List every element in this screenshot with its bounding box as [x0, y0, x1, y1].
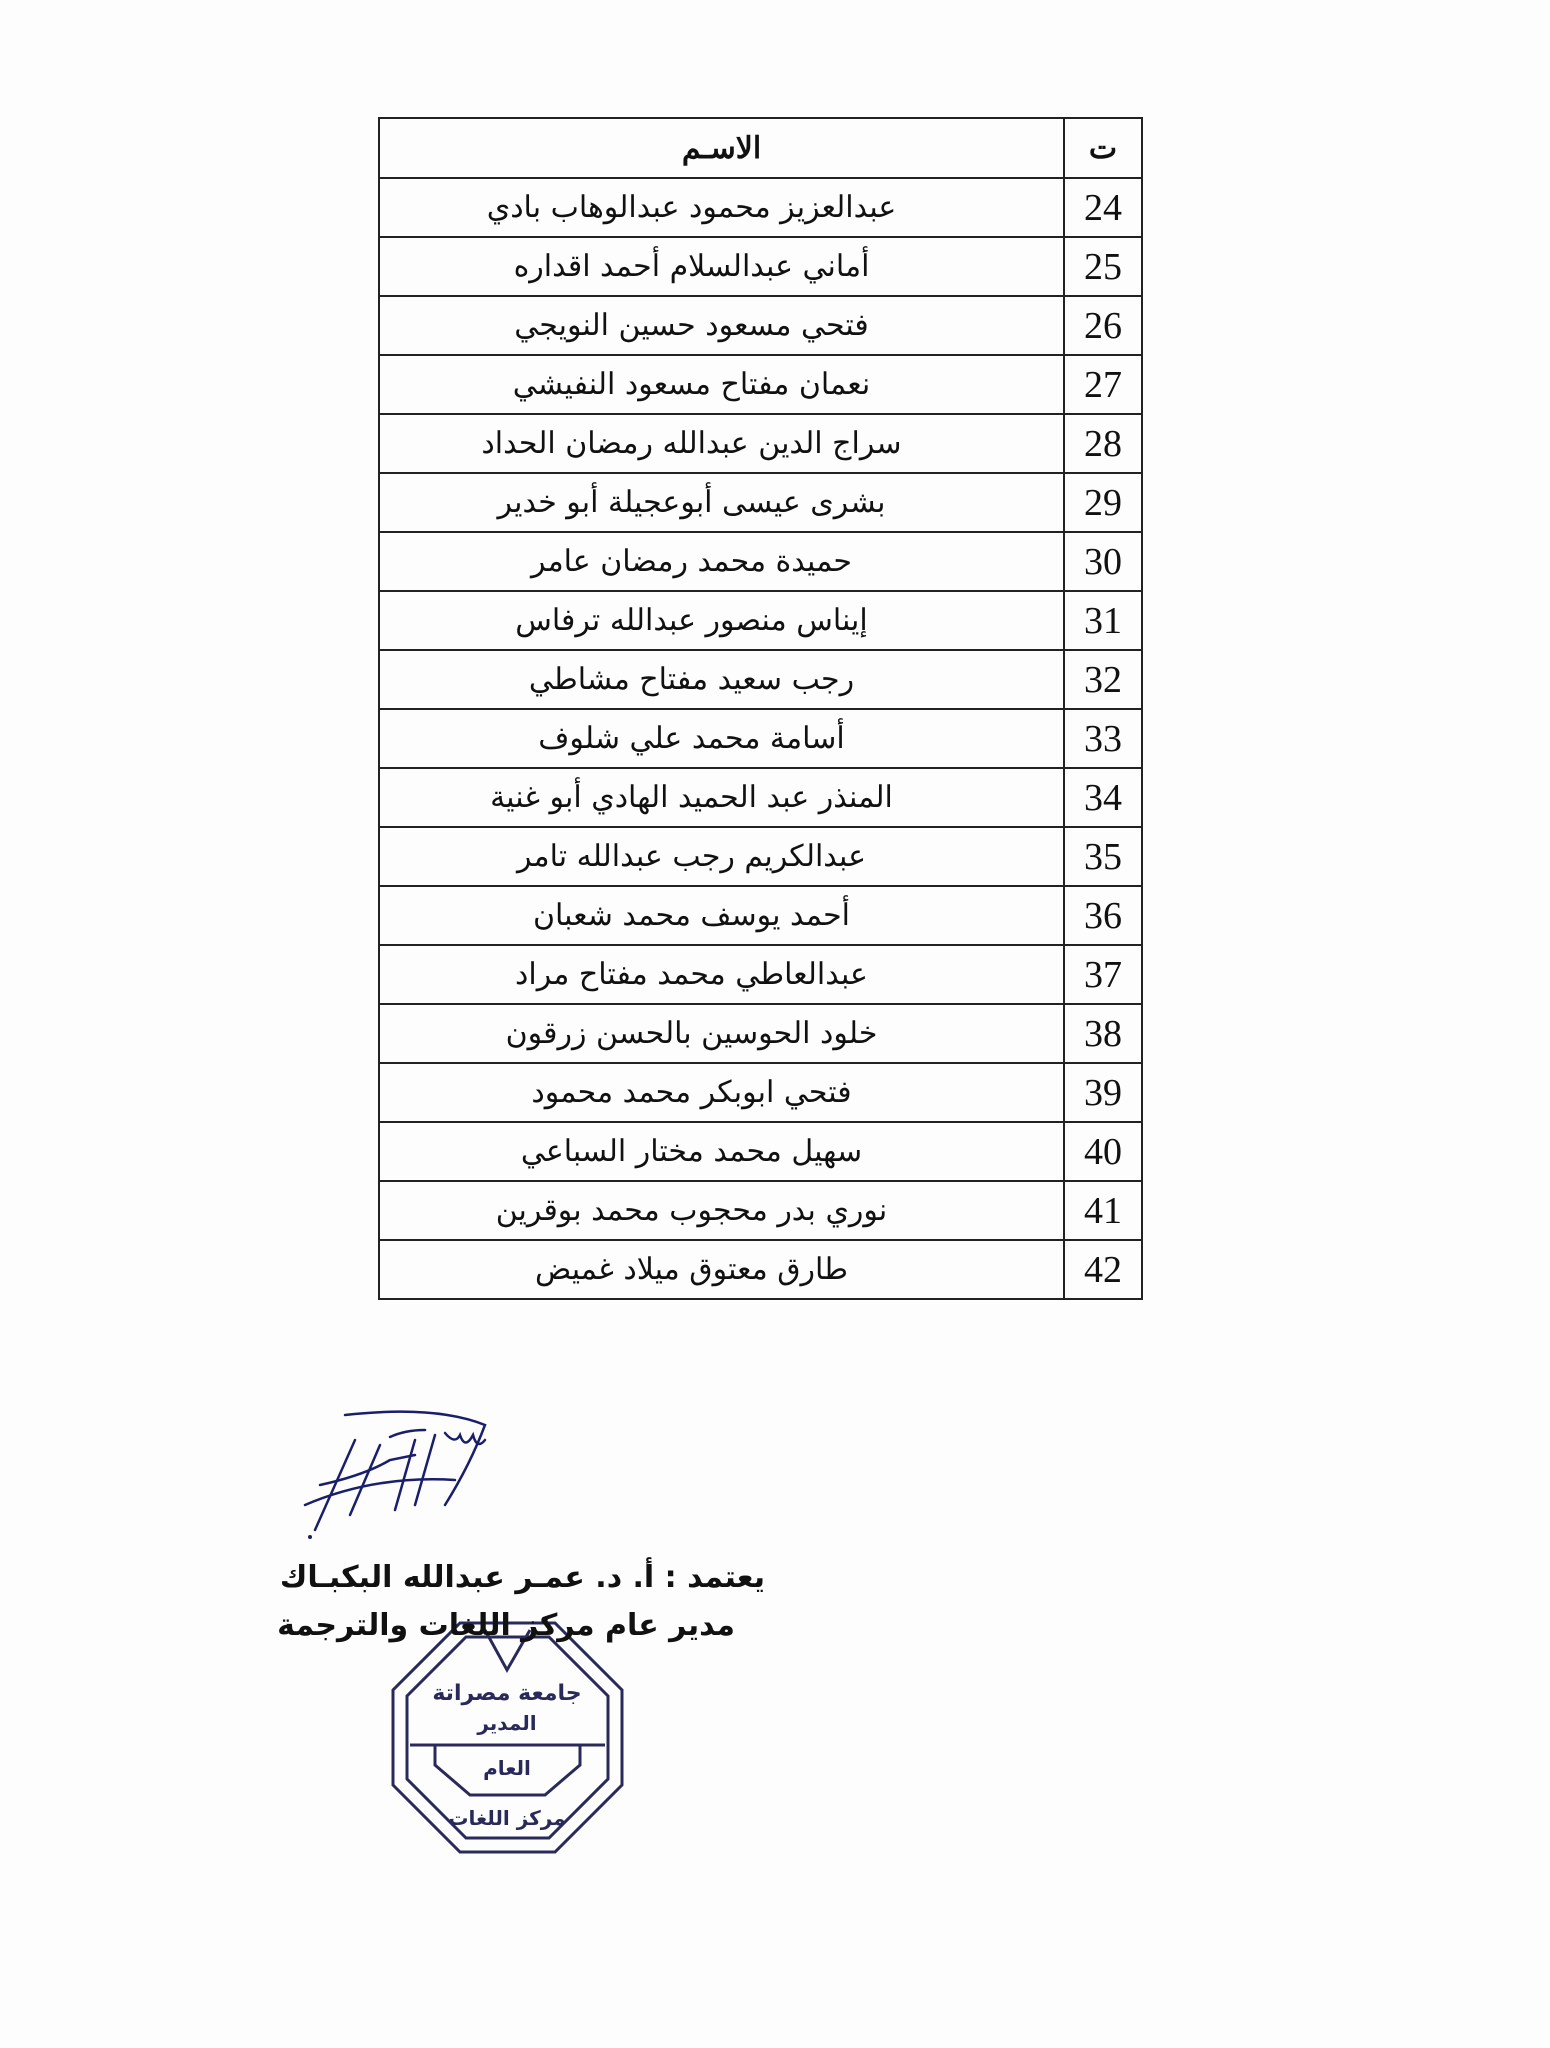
table-header-row — [379, 118, 1142, 178]
handwritten-signature — [295, 1405, 525, 1540]
row-name: سهيل محمد مختار السباعي — [379, 1122, 1064, 1181]
table-row — [379, 768, 1142, 827]
row-name: سراج الدين عبدالله رمضان الحداد — [379, 414, 1064, 473]
stamp-university: جامعة مصراتة — [432, 1681, 582, 1706]
table-row — [379, 473, 1142, 532]
row-name: عبدالعاطي محمد مفتاح مراد — [379, 945, 1064, 1004]
row-name: فتحي مسعود حسين النويجي — [379, 296, 1064, 355]
official-stamp — [390, 1620, 625, 1855]
row-number: 28 — [1064, 414, 1142, 473]
row-number: 34 — [1064, 768, 1142, 827]
row-number: 29 — [1064, 473, 1142, 532]
row-number: 35 — [1064, 827, 1142, 886]
row-number: 33 — [1064, 709, 1142, 768]
table-row — [379, 414, 1142, 473]
row-number: 24 — [1064, 178, 1142, 237]
row-number: 39 — [1064, 1063, 1142, 1122]
row-name: أحمد يوسف محمد شعبان — [379, 886, 1064, 945]
row-number: 30 — [1064, 532, 1142, 591]
row-number: 40 — [1064, 1122, 1142, 1181]
table-row — [379, 532, 1142, 591]
table-row — [379, 709, 1142, 768]
table-row — [379, 827, 1142, 886]
table-row — [379, 1181, 1142, 1240]
row-name: المنذر عبد الحميد الهادي أبو غنية — [379, 768, 1064, 827]
row-number: 31 — [1064, 591, 1142, 650]
row-number: 25 — [1064, 237, 1142, 296]
table-row — [379, 355, 1142, 414]
row-name: نوري بدر محجوب محمد بوقرين — [379, 1181, 1064, 1240]
table-row — [379, 1004, 1142, 1063]
header-number: ت — [1064, 118, 1142, 178]
row-number: 42 — [1064, 1240, 1142, 1299]
row-name: فتحي ابوبكر محمد محمود — [379, 1063, 1064, 1122]
row-number: 36 — [1064, 886, 1142, 945]
names-table — [378, 117, 1143, 1300]
table-row — [379, 237, 1142, 296]
row-number: 38 — [1064, 1004, 1142, 1063]
table-row — [379, 650, 1142, 709]
row-number: 37 — [1064, 945, 1142, 1004]
table-row — [379, 1240, 1142, 1299]
stamp-director: المدير — [477, 1711, 537, 1735]
table-row — [379, 178, 1142, 237]
row-name: خلود الحوسين بالحسن زرقون — [379, 1004, 1064, 1063]
stamp-general: العام — [483, 1756, 531, 1780]
stamp-center: مركز اللغات — [448, 1806, 566, 1830]
approval-line: يعتمد : أ. د. عمـر عبدالله البكبـاك — [279, 1560, 765, 1595]
approver-title: مدير عام مركز اللغات والترجمة — [277, 1608, 735, 1643]
row-name: أسامة محمد علي شلوف — [379, 709, 1064, 768]
row-name: طارق معتوق ميلاد غميض — [379, 1240, 1064, 1299]
row-name: رجب سعيد مفتاح مشاطي — [379, 650, 1064, 709]
table-row — [379, 886, 1142, 945]
table-row — [379, 945, 1142, 1004]
table-row — [379, 296, 1142, 355]
row-number: 32 — [1064, 650, 1142, 709]
table-row — [379, 1122, 1142, 1181]
table-row — [379, 1063, 1142, 1122]
row-name: نعمان مفتاح مسعود النفيشي — [379, 355, 1064, 414]
row-name: عبدالعزيز محمود عبدالوهاب بادي — [379, 178, 1064, 237]
header-name: الاسـم — [379, 118, 1064, 178]
table-row — [379, 591, 1142, 650]
row-number: 26 — [1064, 296, 1142, 355]
row-name: إيناس منصور عبدالله ترفاس — [379, 591, 1064, 650]
row-number: 27 — [1064, 355, 1142, 414]
row-name: حميدة محمد رمضان عامر — [379, 532, 1064, 591]
row-name: عبدالكريم رجب عبدالله تامر — [379, 827, 1064, 886]
row-name: أماني عبدالسلام أحمد اقداره — [379, 237, 1064, 296]
row-name: بشرى عيسى أبوعجيلة أبو خدير — [379, 473, 1064, 532]
row-number: 41 — [1064, 1181, 1142, 1240]
